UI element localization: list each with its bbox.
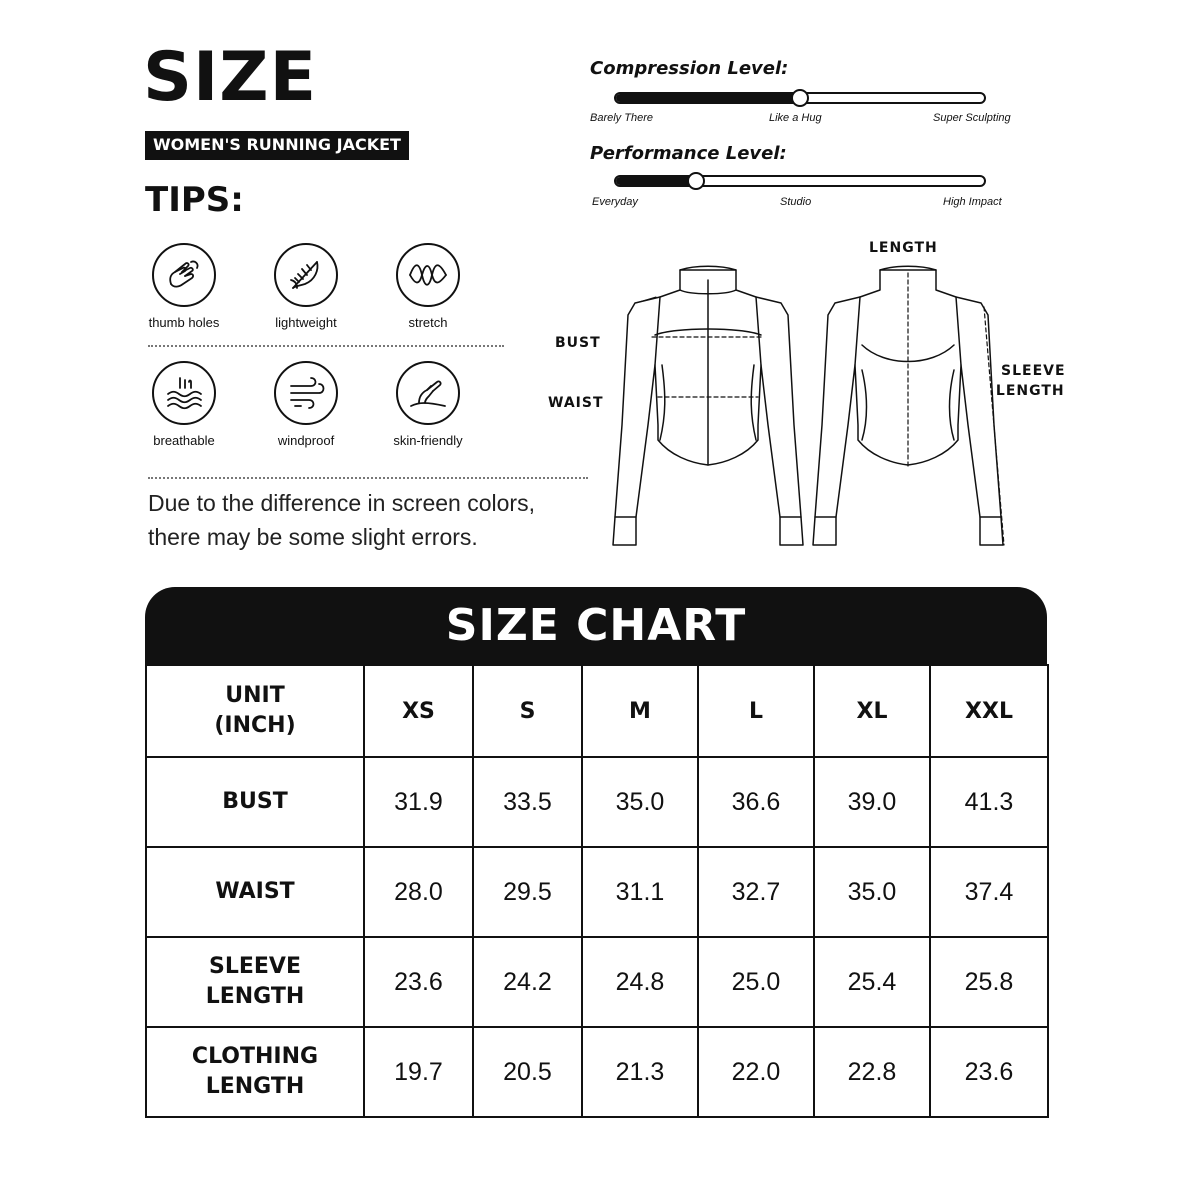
sleeve-label-line: LENGTH [995, 383, 1065, 399]
size-header: XL [814, 665, 930, 757]
table-cell: 33.5 [473, 757, 582, 847]
row-label-line: SLEEVE [209, 954, 301, 979]
table-cell: 39.0 [814, 757, 930, 847]
row-label-line: WAIST [215, 879, 295, 904]
sleeve-length-label [995, 361, 1066, 401]
jacket-diagram [600, 255, 1020, 555]
compression-stop-low: Barely There [590, 112, 653, 124]
tip-windproof [241, 361, 371, 448]
tip-label: breathable [153, 433, 215, 448]
row-label [146, 937, 364, 1027]
performance-slider [614, 172, 986, 190]
table-cell: 36.6 [698, 757, 814, 847]
table-cell: 28.0 [364, 847, 473, 937]
table-row [146, 757, 1048, 847]
divider [148, 345, 504, 347]
size-header: L [698, 665, 814, 757]
size-header: XXL [930, 665, 1048, 757]
table-cell: 32.7 [698, 847, 814, 937]
table-cell: 29.5 [473, 847, 582, 937]
divider [148, 477, 588, 479]
table-row [146, 847, 1048, 937]
compression-level-title: Compression Level: [590, 58, 789, 79]
tip-breathable [119, 361, 249, 448]
tip-skin-friendly [363, 361, 493, 448]
table-cell: 24.2 [473, 937, 582, 1027]
table-cell: 25.0 [698, 937, 814, 1027]
note-line: there may be some slight errors. [148, 524, 478, 550]
breathable-waves-icon [152, 361, 216, 425]
jacket-front-illustration [613, 266, 803, 545]
table-cell: 20.5 [473, 1027, 582, 1117]
wind-icon [274, 361, 338, 425]
table-cell: 23.6 [930, 1027, 1048, 1117]
size-chart-title: SIZE CHART [145, 587, 1047, 664]
table-cell: 35.0 [582, 757, 698, 847]
unit-header [146, 665, 364, 757]
disclaimer-note [148, 486, 608, 554]
slider-fill [616, 94, 802, 102]
slider-track [614, 175, 986, 187]
slider-fill [616, 177, 698, 185]
row-label-line: LENGTH [205, 1074, 305, 1099]
feather-icon [274, 243, 338, 307]
tip-stretch [363, 243, 493, 330]
table-cell: 37.4 [930, 847, 1048, 937]
unit-line: (INCH) [214, 713, 296, 738]
table-cell: 22.0 [698, 1027, 814, 1117]
table-cell: 24.8 [582, 937, 698, 1027]
compression-slider [614, 89, 986, 107]
table-cell: 23.6 [364, 937, 473, 1027]
product-subtitle: WOMEN'S RUNNING JACKET [145, 131, 409, 160]
skin-touch-icon [396, 361, 460, 425]
tip-thumb-holes [119, 243, 249, 330]
size-table [145, 664, 1049, 1118]
row-label [146, 847, 364, 937]
tip-label: stretch [408, 315, 448, 330]
stretch-wave-icon [396, 243, 460, 307]
row-label-line: LENGTH [205, 984, 305, 1009]
table-cell: 25.8 [930, 937, 1048, 1027]
size-header: M [582, 665, 698, 757]
table-cell: 21.3 [582, 1027, 698, 1117]
performance-stop-high: High Impact [943, 196, 1002, 208]
performance-stop-mid: Studio [780, 196, 812, 208]
table-cell: 25.4 [814, 937, 930, 1027]
compression-stop-mid: Like a Hug [769, 112, 822, 124]
table-row [146, 1027, 1048, 1117]
table-cell: 19.7 [364, 1027, 473, 1117]
waist-label: WAIST [548, 395, 604, 411]
tips-heading: TIPS: [145, 180, 244, 220]
row-label [146, 1027, 364, 1117]
slider-knob [791, 89, 809, 107]
table-header-row [146, 665, 1048, 757]
note-line: Due to the difference in screen colors, [148, 490, 535, 516]
size-header: S [473, 665, 582, 757]
tip-label: windproof [277, 433, 335, 448]
sleeve-measure-line [984, 307, 1004, 545]
bust-label: BUST [555, 335, 601, 351]
table-cell: 22.8 [814, 1027, 930, 1117]
table-cell: 31.1 [582, 847, 698, 937]
performance-stop-low: Everyday [592, 196, 638, 208]
size-chart [145, 587, 1047, 1118]
page-title: SIZE [143, 38, 318, 117]
tip-lightweight [241, 243, 371, 330]
row-label-line: BUST [222, 789, 288, 814]
length-label: LENGTH [869, 240, 938, 256]
slider-knob [687, 172, 705, 190]
table-row [146, 937, 1048, 1027]
row-label-line: CLOTHING [191, 1044, 319, 1069]
performance-level-title: Performance Level: [590, 143, 787, 164]
hand-icon [152, 243, 216, 307]
size-header: XS [364, 665, 473, 757]
tip-label: skin-friendly [393, 433, 463, 448]
tip-label: lightweight [275, 315, 337, 330]
tip-label: thumb holes [148, 315, 220, 330]
row-label [146, 757, 364, 847]
compression-stop-high: Super Sculpting [933, 112, 1011, 124]
table-cell: 35.0 [814, 847, 930, 937]
sleeve-label-line: SLEEVE [1001, 363, 1066, 379]
unit-line: UNIT [225, 683, 285, 708]
table-cell: 41.3 [930, 757, 1048, 847]
table-cell: 31.9 [364, 757, 473, 847]
